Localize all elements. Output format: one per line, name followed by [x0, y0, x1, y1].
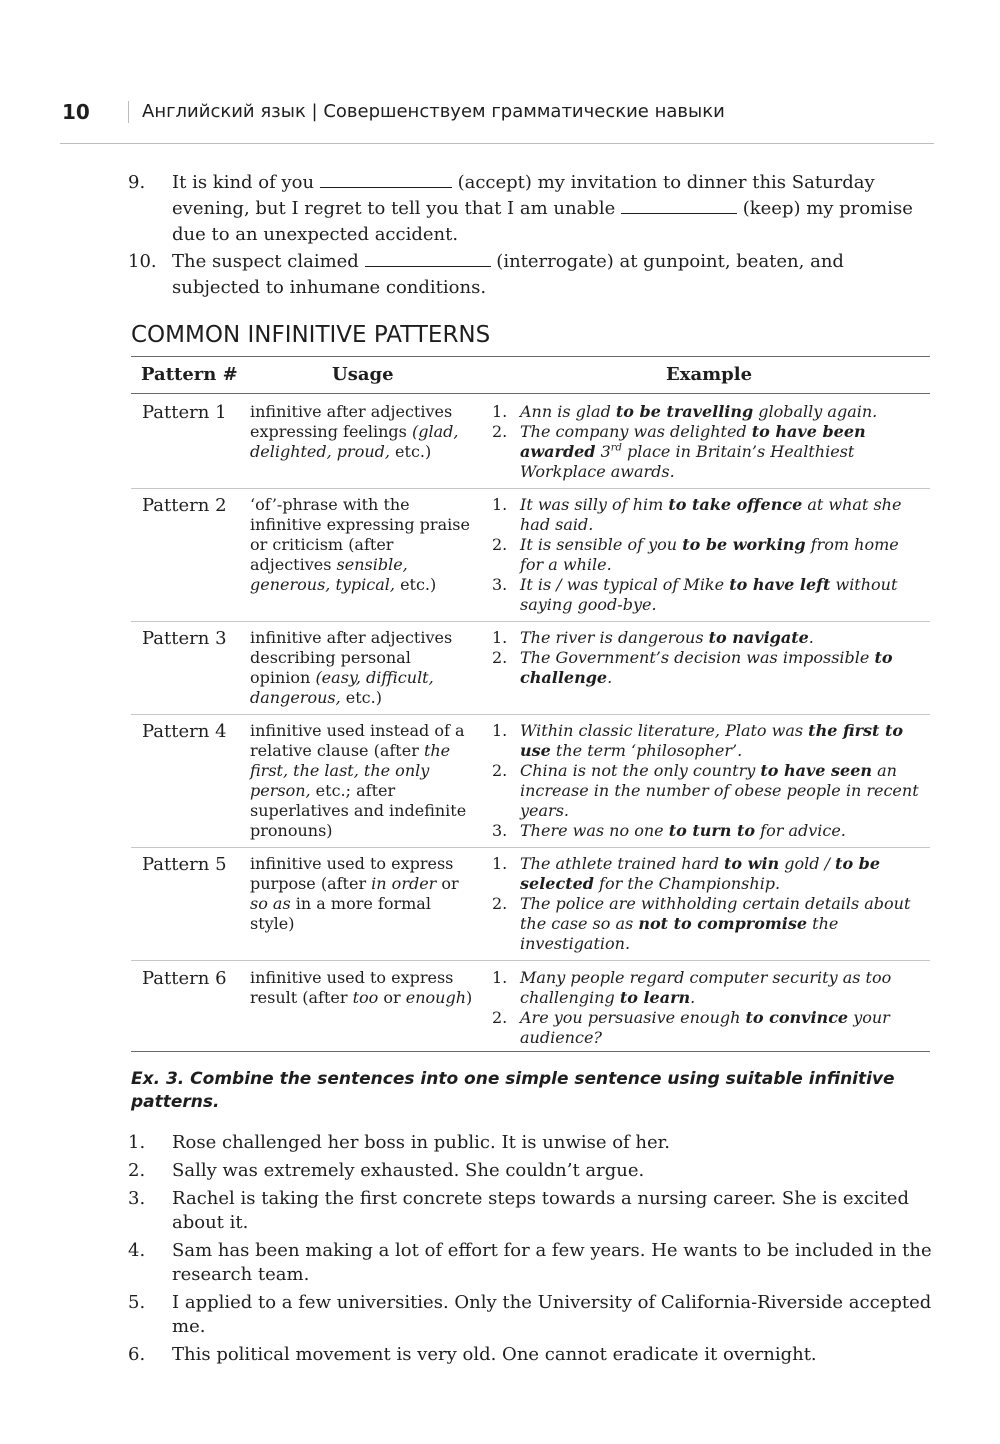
- example-text: It is sensible of you: [520, 535, 683, 554]
- table-bottom-rule: [131, 1051, 930, 1052]
- exercise-3-item: [128, 1187, 938, 1235]
- usage-cell: [250, 721, 475, 841]
- example-cell: [492, 721, 922, 841]
- example-text: for advice.: [755, 821, 846, 840]
- usage-text: ‘of’-phrase with the infinitive expressing praise or criticism (after adjectives: [250, 495, 470, 574]
- pattern-label: Pattern 5: [142, 854, 227, 875]
- item-text: Sam has been making a lot of effort for a few years. He wants to be included in the research team.: [172, 1240, 932, 1285]
- item-text: Sally was extremely exhausted. She couldn’t argue.: [172, 1160, 645, 1181]
- infinitive-phrase: to convince: [745, 1008, 849, 1027]
- example-text: without saying good-bye.: [520, 575, 898, 614]
- example-item: [492, 628, 922, 648]
- example-text: the term ‘philosopher’.: [550, 741, 743, 760]
- usage-italic: in order: [371, 874, 437, 893]
- example-item: [492, 402, 922, 422]
- item-text: The suspect claimed: [172, 251, 359, 272]
- usage-italic: (easy, difficult, dangerous,: [250, 668, 434, 707]
- example-number: 2.: [492, 648, 508, 667]
- example-text: for the Championship.: [593, 874, 781, 893]
- item-text: (keep) my promise due to an unexpected accident.: [172, 198, 913, 245]
- usage-text: infinitive used to express purpose (after: [250, 854, 454, 893]
- usage-cell: [250, 402, 475, 462]
- example-list: [492, 968, 922, 1048]
- example-number: 1.: [492, 854, 508, 873]
- infinitive-phrase: to challenge: [520, 648, 893, 687]
- exercise-3-item: [128, 1159, 938, 1183]
- example-item: [492, 1008, 922, 1048]
- example-text: It was silly of him: [520, 495, 669, 514]
- example-text: an increase in the number of obese people in recent years.: [520, 761, 919, 820]
- example-text: your audience?: [520, 1008, 890, 1047]
- header-rule: [60, 143, 934, 144]
- row-divider: [131, 488, 930, 489]
- example-text: 3: [595, 442, 611, 461]
- example-text: Are you persuasive enough: [520, 1008, 746, 1027]
- usage-text: etc.; after superlatives and indefinite pronouns): [250, 781, 467, 840]
- example-text: .: [690, 988, 696, 1007]
- example-text: It is / was typical of Mike: [520, 575, 730, 594]
- example-number: 2.: [492, 761, 508, 780]
- exercise-3-item: [128, 1291, 938, 1339]
- item-number: 5.: [128, 1292, 146, 1313]
- usage-text: or: [436, 874, 459, 893]
- example-text: China is not the only country: [520, 761, 761, 780]
- item-text: I applied to a few universities. Only the University of California-Riverside accepted me.: [172, 1292, 932, 1337]
- item-number: 10.: [128, 251, 157, 272]
- infinitive-phrase: to be working: [682, 535, 806, 554]
- infinitive-phrase: to be travelling: [615, 402, 754, 421]
- example-cell: [492, 968, 922, 1048]
- usage-cell: [250, 495, 475, 595]
- infinitive-phrase: to have seen: [760, 761, 873, 780]
- infinitive-phrase: to learn: [619, 988, 691, 1007]
- item-number: 6.: [128, 1344, 146, 1365]
- usage-text: ): [466, 988, 473, 1007]
- example-item: [492, 535, 922, 575]
- item-text: Rose challenged her boss in public. It is unwise of her.: [172, 1132, 671, 1153]
- example-text: Many people regard computer security as too challenging: [520, 968, 892, 1007]
- usage-italic: so as: [250, 894, 291, 913]
- item-number: 2.: [128, 1160, 146, 1181]
- usage-text: etc.): [394, 575, 437, 594]
- example-text: The Government’s decision was impossible: [520, 648, 875, 667]
- usage-italic: (glad, delighted, proud,: [250, 422, 459, 461]
- example-text: The athlete trained hard: [520, 854, 725, 873]
- usage-text: in a more formal style): [250, 894, 431, 933]
- header-pattern: Pattern #: [141, 364, 238, 385]
- usage-text: infinitive used instead of a relative clause (after: [250, 721, 465, 760]
- example-number: 3.: [492, 575, 508, 594]
- example-text: The river is dangerous: [520, 628, 709, 647]
- example-number: 2.: [492, 535, 508, 554]
- example-item: [492, 968, 922, 1008]
- infinitive-phrase: to be selected: [520, 854, 881, 893]
- example-text: The company was delighted: [520, 422, 752, 441]
- example-cell: [492, 402, 922, 482]
- example-text: .: [607, 668, 613, 687]
- header-rule-bottom: [131, 393, 930, 394]
- header-example: Example: [666, 364, 753, 385]
- example-number: 2.: [492, 894, 508, 913]
- infinitive-phrase: to win: [724, 854, 780, 873]
- example-list: [492, 402, 922, 482]
- example-text: Ann is glad: [520, 402, 616, 421]
- row-divider: [131, 621, 930, 622]
- row-divider: [131, 960, 930, 961]
- usage-cell: [250, 854, 475, 934]
- pattern-label: Pattern 3: [142, 628, 227, 649]
- row-divider: [131, 847, 930, 848]
- example-text: .: [808, 628, 814, 647]
- example-text: There was no one: [520, 821, 669, 840]
- item-text: (accept) my invitation to dinner this Saturday evening, but I regret to tell you that I am unable: [172, 172, 875, 219]
- usage-italic: too: [352, 988, 379, 1007]
- ordinal-suffix: rd: [610, 442, 622, 454]
- example-number: 1.: [492, 721, 508, 740]
- example-text: place in Britain’s Healthiest Workplace awards.: [520, 442, 855, 481]
- answer-blank[interactable]: [621, 196, 737, 214]
- running-title: Английский язык | Совершенствуем грамматические навыки: [142, 101, 725, 122]
- usage-cell: [250, 628, 475, 708]
- usage-italic: sensible, generous, typical,: [250, 555, 408, 594]
- example-item: [492, 648, 922, 688]
- usage-text: infinitive used to express result (after: [250, 968, 454, 1007]
- infinitive-phrase: to have been awarded: [520, 422, 866, 461]
- example-item: [492, 495, 922, 535]
- row-divider: [131, 714, 930, 715]
- example-cell: [492, 854, 922, 954]
- exercise-item-9: [128, 170, 936, 248]
- usage-italic: the first, the last, the only person,: [250, 741, 451, 800]
- example-text: Within classic literature, Plato was: [520, 721, 809, 740]
- table-top-rule: [131, 356, 930, 357]
- exercise-3-title: Ex. 3. Combine the sentences into one simple sentence using suitable infinitive patterns.: [131, 1069, 895, 1112]
- example-item: [492, 821, 922, 841]
- item-number: 9.: [128, 172, 146, 193]
- infinitive-phrase: to navigate: [708, 628, 809, 647]
- example-text: the investigation.: [520, 914, 839, 953]
- infinitive-phrase: the first to use: [520, 721, 904, 760]
- example-text: from home for a while.: [520, 535, 899, 574]
- header-separator: [128, 101, 129, 123]
- infinitive-phrase: to turn to: [668, 821, 756, 840]
- example-text: The police are withholding certain details about the case so as: [520, 894, 911, 933]
- example-number: 2.: [492, 1008, 508, 1027]
- usage-text: or: [378, 988, 406, 1007]
- exercise-3-item: [128, 1239, 938, 1287]
- header-usage: Usage: [332, 364, 394, 385]
- exercise-3-item: [128, 1131, 938, 1155]
- example-list: [492, 854, 922, 954]
- exercise-3-list: [128, 1131, 938, 1371]
- example-text: globally again.: [753, 402, 878, 421]
- example-item: [492, 575, 922, 615]
- pattern-label: Pattern 6: [142, 968, 227, 989]
- usage-cell: [250, 968, 475, 1008]
- example-list: [492, 495, 922, 615]
- exercise-item-10: [128, 249, 936, 301]
- item-number: 3.: [128, 1188, 146, 1209]
- item-text: (interrogate) at gunpoint, beaten, and subjected to inhumane conditions.: [172, 251, 844, 298]
- example-number: 1.: [492, 628, 508, 647]
- example-number: 3.: [492, 821, 508, 840]
- usage-text: infinitive after adjectives describing personal opinion: [250, 628, 453, 687]
- exercise-3-item: [128, 1343, 938, 1367]
- page-header: [60, 98, 934, 128]
- example-cell: [492, 628, 922, 688]
- usage-italic: enough: [405, 988, 467, 1007]
- example-number: 1.: [492, 402, 508, 421]
- exercise-list: [128, 170, 936, 302]
- infinitive-phrase: to take offence: [668, 495, 803, 514]
- infinitive-phrase: to have left: [729, 575, 831, 594]
- example-number: 2.: [492, 422, 508, 441]
- example-cell: [492, 495, 922, 615]
- pattern-label: Pattern 1: [142, 402, 227, 423]
- infinitive-phrase: not to compromise: [638, 914, 808, 933]
- item-number: 1.: [128, 1132, 146, 1153]
- example-list: [492, 628, 922, 688]
- example-item: [492, 422, 922, 482]
- item-text: It is kind of you: [172, 172, 315, 193]
- example-number: 1.: [492, 968, 508, 987]
- usage-text: etc.): [389, 442, 432, 461]
- answer-blank[interactable]: [365, 249, 491, 267]
- example-list: [492, 721, 922, 841]
- item-text: Rachel is taking the first concrete steps towards a nursing career. She is excited about it.: [172, 1188, 909, 1233]
- pattern-label: Pattern 4: [142, 721, 227, 742]
- usage-text: etc.): [340, 688, 382, 707]
- pattern-label: Pattern 2: [142, 495, 227, 516]
- example-item: [492, 854, 922, 894]
- example-item: [492, 721, 922, 761]
- example-item: [492, 894, 922, 954]
- page-number: 10: [62, 100, 90, 124]
- usage-text: infinitive after adjectives expressing feelings: [250, 402, 453, 441]
- example-number: 1.: [492, 495, 508, 514]
- example-text: at what she had said.: [520, 495, 902, 534]
- example-item: [492, 761, 922, 821]
- item-number: 4.: [128, 1240, 146, 1261]
- section-title: COMMON INFINITIVE PATTERNS: [131, 322, 491, 348]
- example-text: gold /: [779, 854, 836, 873]
- item-text: This political movement is very old. One cannot eradicate it overnight.: [172, 1344, 817, 1365]
- answer-blank[interactable]: [320, 170, 452, 188]
